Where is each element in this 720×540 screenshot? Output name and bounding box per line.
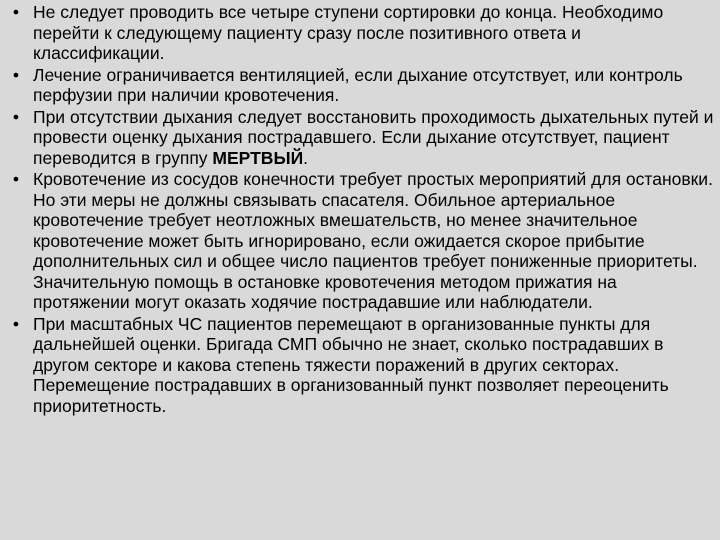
- bullet-text: Лечение ограничивается вентиляцией, если дыхание отсутствует, или контроль перфузии при наличии кровотечения.: [33, 64, 683, 105]
- list-item: [8, 65, 714, 106]
- bullet-text: При отсутствии дыхания следует восстановить проходимость дыхательных путей и провести оценку дыхания пострадавшего. Если дыхание отсутствует, пациент переводится в группу: [33, 106, 714, 168]
- bullet-icon: •: [12, 169, 20, 189]
- bullet-text: При масштабных ЧС пациентов перемещают в организованные пункты для дальнейшей оценки. Бригада СМП обычно не знает, сколько пострадавших в другом секторе и какова степень тяжести поражений в других секторах. Перемещение пострадавших в организованный пункт позволяет переоценить приоритетность.: [33, 313, 669, 416]
- bullet-icon: •: [12, 313, 20, 334]
- list-item: [8, 314, 714, 417]
- bullet-list: [8, 2, 714, 417]
- list-item: [8, 107, 714, 169]
- bullet-text-end: .: [303, 147, 309, 168]
- list-item: [8, 2, 714, 64]
- list-item: [8, 169, 714, 313]
- bullet-icon: •: [12, 2, 20, 22]
- bullet-text: Не следует проводить все четыре ступени сортировки до конца. Необходимо перейти к следующему пациенту сразу после позитивного ответа и классификации.: [33, 2, 664, 63]
- dead-group-label: МЕРТВЫЙ: [212, 147, 304, 168]
- bullet-icon: •: [12, 64, 20, 85]
- bullet-icon: •: [12, 106, 20, 127]
- bullet-text: Кровотечение из сосудов конечности требует простых мероприятий для остановки. Но эти меры не должны связывать спасателя. Обильное артериальное кровотечение требует неотложных вмешательств, но менее значительное кровотечение может быть игнорировано, если ожидается скорое прибытие дополнительных сил и общее число пациентов требует пониженные приоритеты. Значительную помощь в остановке кровотечения методом прижатия на протяжении могут оказать ходячие пострадавшие или наблюдатели.: [33, 169, 713, 312]
